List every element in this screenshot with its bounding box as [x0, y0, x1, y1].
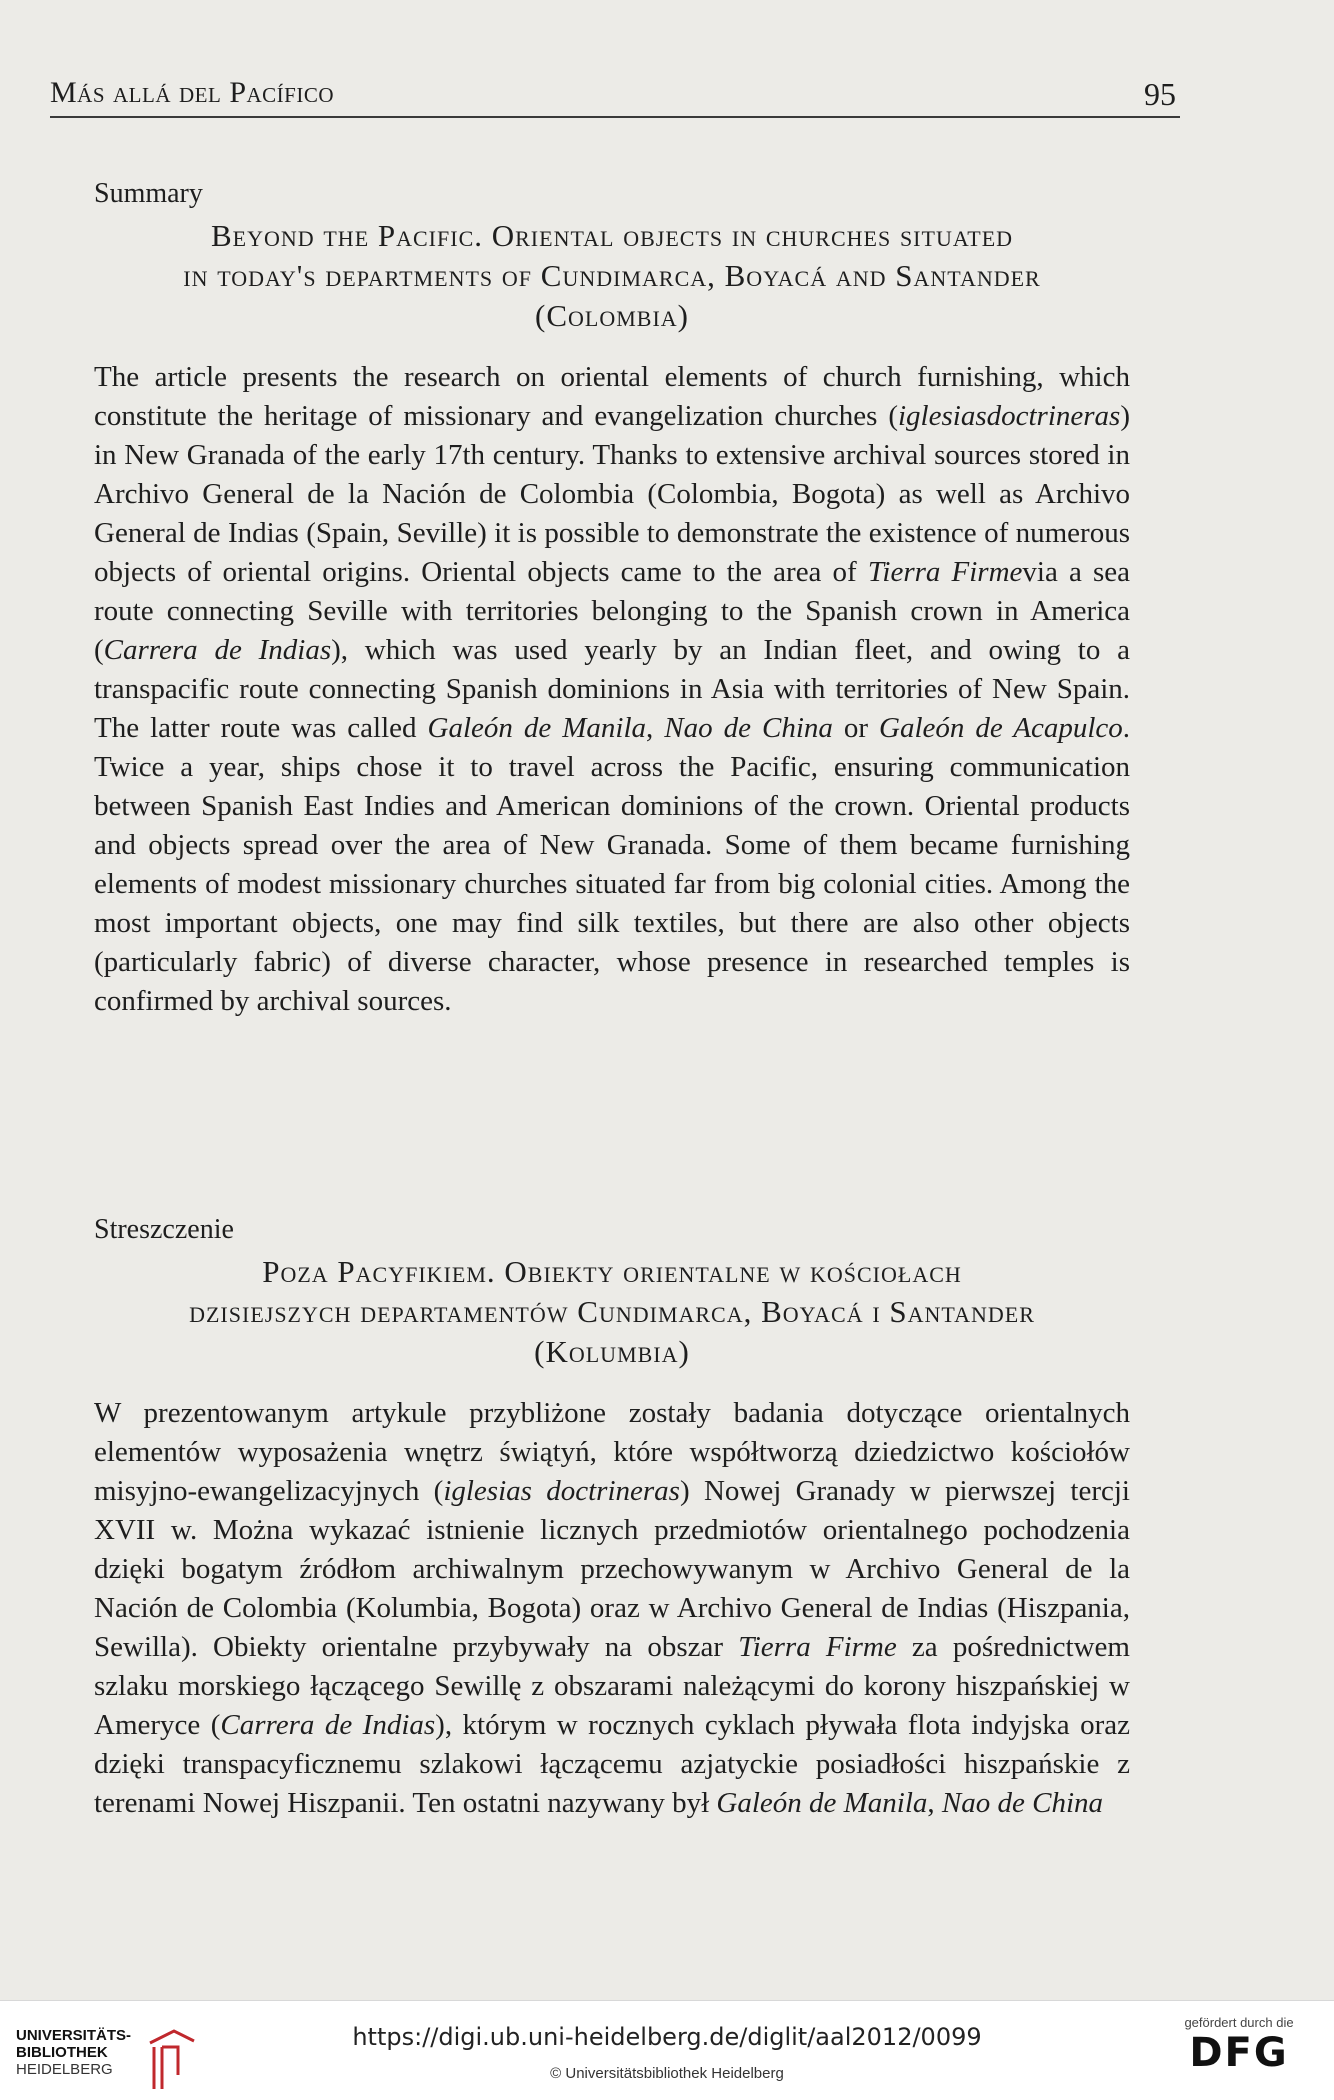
streszczenie-title — [94, 1252, 1130, 1372]
streszczenie-label: Streszczenie — [94, 1214, 234, 1245]
italic-term: Tierra Firme — [867, 556, 1023, 588]
streszczenie-body — [94, 1394, 1130, 1823]
italic-term: Nao de China — [941, 1787, 1104, 1819]
funded-by-label: gefördert durch die — [1184, 2015, 1294, 2030]
page-header — [50, 76, 1180, 118]
summary-body — [94, 358, 1130, 1021]
italic-term: Galeón de Manila — [716, 1787, 928, 1819]
italic-term: Carrera de Indias — [103, 634, 332, 666]
library-line: HEIDELBERG — [16, 2061, 113, 2078]
dfg-wordmark: DFG — [1189, 2030, 1289, 2076]
library-line: UNIVERSITÄTS- — [16, 2027, 132, 2044]
text-run: ), which was used yearly by an Indian fleet, and owing to a transpacific route connecting Spanish dominions in Asia with territories of New Spain. The latter route was called — [94, 634, 1130, 744]
library-line: BIBLIOTHEK — [16, 2044, 108, 2061]
text-run: . Twice a year, ships chose it to travel across the Pacific, ensuring communication between Spanish East Indies and American dominions of the crown. Oriental products and objects spread over the area of New Granada. Some of them became furnishing elements of modest missionary churches situated far from big colonial cities. Among the most important objects, one may find silk textiles, but there are also other objects (particularly fabric) of diverse character, whose presence in researched temples is confirmed by archival sources. — [94, 712, 1130, 1017]
text-run: ) in New Granada of the early 17th century. Thanks to extensive archival sources stored in Archivo General de la Nación de Colombia (Colombia, Bogota) as well as Archivo General de Indias (Spain, Seville) it is possible to demonstrate the existence of numerous objects of oriental origins. Oriental objects came to the area of — [94, 400, 1130, 588]
italic-term: Tierra Firme — [738, 1631, 897, 1663]
italic-term: Nao de China — [664, 712, 833, 744]
italic-term: iglesiasdoctrineras — [897, 400, 1121, 432]
streszczenie-title-line: (Kolumbia) — [534, 1334, 690, 1369]
summary-section — [94, 176, 1130, 1021]
text-run: , — [646, 712, 665, 744]
text-run: ) Nowej Granady w pierwszej tercji XVII w. Można wykazać istnienie licznych przedmiotów orientalnego pochodzenia dzięki bogatym źródłom archiwalnym przechowywanym w Archivo General de la Nación de Colombia (Kolumbia, Bogota) oraz w Archivo General de Indias (Hiszpania, Sewilla). Obiekty orientalne przybywały na obszar — [94, 1475, 1130, 1663]
summary-label: Summary — [94, 178, 203, 209]
summary-title-line: in today's departments of Cundimarca, Boyacá and Santander — [183, 258, 1041, 293]
streszczenie-section — [94, 1212, 1130, 1823]
page-number: 95 — [1144, 76, 1176, 112]
text-run: or — [832, 712, 880, 744]
text-run: ), którym w rocznych cyklach pływała flota indyjska oraz dzięki transpacyficznemu szlakowi łączącemu azjatyckie posiadłości hiszpańskie z terenami Nowej Hiszpanii. Ten ostatni nazywany był — [94, 1709, 1130, 1819]
streszczenie-title-line: dzisiejszych departamentów Cundimarca, Boyacá i Santander — [189, 1294, 1035, 1329]
copyright-notice: © Universitätsbibliothek Heidelberg — [550, 2065, 784, 2082]
text-run: za pośrednictwem szlaku morskiego łączącego Sewillę z obszarami należącymi do korony hiszpańskiej w Ameryce ( — [94, 1631, 1130, 1741]
italic-term: Galeón de Acapulco — [879, 712, 1123, 744]
text-run: via a sea route connecting Seville with territories belonging to the Spanish crown in America ( — [94, 556, 1130, 666]
viewer-footer — [0, 2000, 1334, 2100]
permalink-url[interactable]: https://digi.ub.uni-heidelberg.de/diglit/aal2012/0099 — [352, 2023, 982, 2051]
text-run: W prezentowanym artykule przybliżone zostały badania dotyczące orientalnych elementów wyposażenia wnętrz świątyń, które współtworzą dziedzictwo kościołów misyjno-ewangelizacyjnych ( — [94, 1397, 1130, 1507]
text-run: , — [927, 1787, 942, 1819]
italic-term: Galeón de Manila — [427, 712, 647, 744]
text-run: The article presents the research on oriental elements of church furnishing, which constitute the heritage of missionary and evangelization churches ( — [94, 361, 1130, 432]
summary-title-line: (Colombia) — [535, 298, 689, 333]
italic-term: iglesias doctrineras — [443, 1475, 680, 1507]
streszczenie-title-line: Poza Pacyfikiem. Obiekty orientalne w kościołach — [262, 1254, 962, 1289]
dfg-logo[interactable] — [1164, 2015, 1314, 2076]
summary-title — [94, 216, 1130, 336]
summary-title-line: Beyond the Pacific. Oriental objects in churches situated — [210, 218, 1014, 253]
italic-term: Carrera de Indias — [220, 1709, 436, 1741]
running-title: Más allá del Pacífico — [50, 76, 335, 109]
